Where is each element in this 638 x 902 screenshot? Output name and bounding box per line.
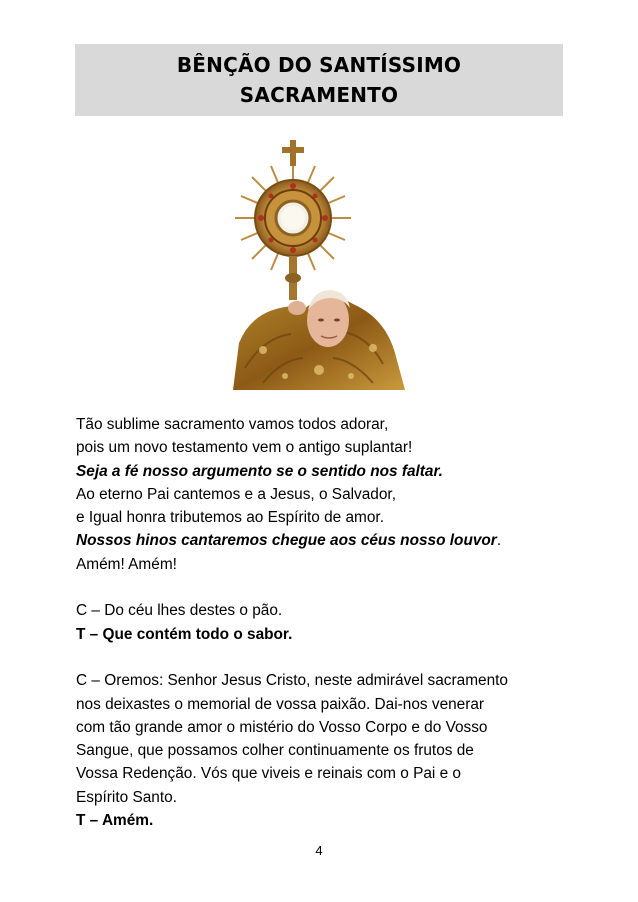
hymn-line-3: Seja a fé nosso argumento se o sentido nos faltar. xyxy=(76,462,443,480)
page-number: 4 xyxy=(315,843,323,858)
hymn-and-prayer-text xyxy=(76,413,576,832)
prayer-line-2: nos deixastes o memorial de vossa paixão. Dai-nos venerar xyxy=(76,695,485,713)
prayer-line-6: Espírito Santo. xyxy=(76,788,177,806)
hymn-line-5: e Igual honra tributemos ao Espírito de amor. xyxy=(76,509,384,527)
monstrance-image xyxy=(233,138,405,390)
prayer-response: T – Amém. xyxy=(76,812,154,830)
versicle-response: T – Que contém todo o sabor. xyxy=(76,625,293,643)
hymn-line-6-text: Nossos hinos cantaremos chegue aos céus nosso louvor xyxy=(76,532,497,550)
prayer-line-5: Vossa Redenção. Vós que viveis e reinais com o Pai e o xyxy=(76,765,461,783)
prayer-line-4: Sangue, que possamos colher continuamente os frutos de xyxy=(76,742,474,760)
page-title-line-1: BÊNÇÃO DO SANTÍSSIMO xyxy=(176,53,462,77)
page-title-box xyxy=(75,44,563,116)
hymn-line-6-period: . xyxy=(496,532,502,550)
prayer-line-1: C – Oremos: Senhor Jesus Cristo, neste admirável sacramento xyxy=(76,672,508,690)
page-title-line-2: SACRAMENTO xyxy=(239,83,399,107)
hymn-line-2: pois um novo testamento vem o antigo suplantar! xyxy=(76,439,413,457)
versicle-celebrant: C – Do céu lhes destes o pão. xyxy=(76,602,283,620)
hymn-line-1: Tão sublime sacramento vamos todos adorar, xyxy=(76,416,389,433)
prayer-line-3: com tão grande amor o mistério do Vosso Corpo e do Vosso xyxy=(76,718,488,736)
hymn-line-6 xyxy=(76,529,576,552)
hymn-line-4: Ao eterno Pai cantemos e a Jesus, o Salvador, xyxy=(76,485,396,503)
hymn-line-7: Amém! Amém! xyxy=(76,555,177,573)
